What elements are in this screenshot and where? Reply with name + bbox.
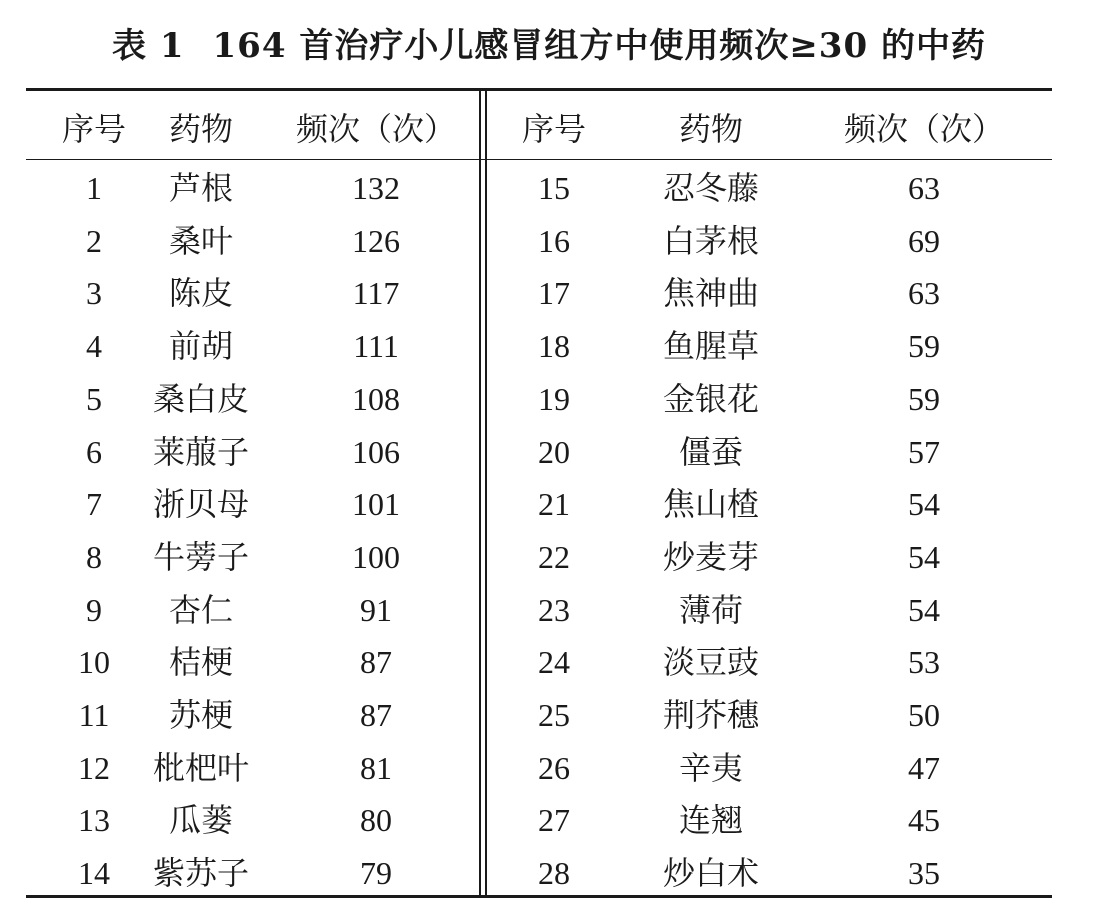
right-frequency-cell: 35 — [908, 855, 940, 892]
right-index-cell: 15 — [538, 170, 570, 206]
left-index-cell: 12 — [78, 749, 110, 786]
left-herb-name-cell: 陈皮 — [168, 274, 233, 313]
left-index-cell: 11 — [78, 697, 110, 733]
right-frequency-cell: 57 — [908, 433, 940, 470]
left-index-cell: 5 — [86, 380, 102, 417]
right-frequency-cell: 63 — [908, 275, 940, 312]
right-index-cell: 20 — [538, 433, 570, 470]
right-herb-name-cell: 连翘 — [678, 801, 743, 840]
right-index-cell: 23 — [538, 591, 570, 628]
table-row — [26, 794, 1052, 846]
left-herb-name-cell: 桑叶 — [168, 221, 233, 260]
right-index-cell: 19 — [538, 380, 570, 417]
right-index-cell: 26 — [538, 749, 570, 786]
left-frequency-cell: 111 — [353, 328, 399, 365]
top-rule — [26, 88, 1052, 91]
left-index-cell: 6 — [86, 433, 102, 470]
right-herb-name-cell: 淡豆豉 — [662, 643, 759, 682]
table-row — [26, 478, 1052, 530]
right-index-cell: 27 — [538, 802, 570, 839]
table-title: 164 首治疗小儿感冒组方中使用频次≥30 的中药 — [212, 26, 986, 66]
right-frequency-cell: 53 — [908, 644, 940, 681]
right-herb-name-cell: 鱼腥草 — [662, 327, 759, 366]
left-index-cell: 2 — [86, 222, 102, 259]
right-index-cell: 24 — [538, 644, 570, 681]
left-index-cell: 7 — [86, 486, 102, 523]
right-herb-name-cell: 荆芥穗 — [662, 696, 759, 734]
table-row — [26, 847, 1052, 899]
right-frequency-cell: 54 — [908, 486, 940, 523]
left-herb-name-cell: 前胡 — [168, 327, 233, 366]
left-herb-name-cell: 桑白皮 — [152, 379, 249, 418]
table-header-row — [26, 103, 1052, 155]
left-herb-name-cell: 莱菔子 — [152, 432, 249, 471]
right-herb-name-cell: 炒白术 — [662, 854, 759, 893]
left-herb-name-cell: 桔梗 — [168, 643, 233, 682]
table-number: 表 1 — [112, 26, 185, 66]
left-herb-name-cell: 苏梗 — [168, 696, 233, 734]
right-index-cell: 17 — [538, 275, 570, 312]
table-row — [26, 742, 1052, 794]
left-frequency-cell: 126 — [352, 222, 400, 259]
table-row — [26, 584, 1052, 636]
right-frequency-cell: 45 — [908, 802, 940, 839]
right-herb-name-cell: 炒麦芽 — [662, 537, 759, 576]
left-index-cell: 14 — [78, 855, 110, 892]
right-index-cell: 28 — [538, 855, 570, 892]
header-herb-left: 药物 — [168, 110, 233, 148]
left-herb-name-cell: 瓜蒌 — [168, 801, 233, 840]
table-row — [26, 426, 1052, 478]
right-herb-name-cell: 白茅根 — [662, 221, 759, 260]
right-herb-name-cell: 僵蚕 — [678, 432, 743, 471]
right-index-cell: 18 — [538, 328, 570, 365]
table-row — [26, 636, 1052, 688]
right-frequency-cell: 69 — [908, 222, 940, 259]
right-frequency-cell: 63 — [908, 170, 940, 206]
left-frequency-cell: 91 — [360, 591, 392, 628]
right-frequency-cell: 50 — [908, 697, 940, 733]
left-index-cell: 13 — [78, 802, 110, 839]
right-herb-name-cell: 金银花 — [662, 379, 759, 418]
right-frequency-cell: 54 — [908, 591, 940, 628]
right-index-cell: 22 — [538, 538, 570, 575]
left-index-cell: 10 — [78, 644, 110, 681]
left-frequency-cell: 108 — [352, 380, 400, 417]
table-caption — [0, 18, 1098, 67]
table-row — [26, 215, 1052, 267]
left-herb-name-cell: 枇杷叶 — [152, 748, 249, 787]
left-frequency-cell: 101 — [352, 486, 400, 523]
left-herb-name-cell: 芦根 — [168, 169, 233, 207]
right-index-cell: 21 — [538, 486, 570, 523]
left-frequency-cell: 79 — [360, 855, 392, 892]
table-row — [26, 320, 1052, 372]
left-index-cell: 1 — [86, 170, 102, 206]
left-frequency-cell: 80 — [360, 802, 392, 839]
right-index-cell: 25 — [538, 697, 570, 733]
table-row — [26, 531, 1052, 583]
left-index-cell: 4 — [86, 328, 102, 365]
left-index-cell: 9 — [86, 591, 102, 628]
right-herb-name-cell: 忍冬藤 — [662, 169, 759, 207]
right-herb-name-cell: 焦神曲 — [662, 274, 759, 313]
left-herb-name-cell: 紫苏子 — [152, 854, 249, 893]
left-frequency-cell: 106 — [352, 433, 400, 470]
right-frequency-cell: 59 — [908, 328, 940, 365]
right-index-cell: 16 — [538, 222, 570, 259]
header-index-left: 序号 — [61, 110, 126, 148]
header-index-right: 序号 — [521, 110, 586, 148]
table-row — [26, 373, 1052, 425]
table-row — [26, 162, 1052, 214]
header-rule — [26, 159, 1052, 160]
right-frequency-cell: 59 — [908, 380, 940, 417]
header-frequency-right: 频次（次） — [844, 110, 1005, 148]
right-frequency-cell: 47 — [908, 749, 940, 786]
left-index-cell: 3 — [86, 275, 102, 312]
left-frequency-cell: 132 — [352, 170, 400, 206]
header-frequency-left: 频次（次） — [296, 110, 457, 148]
left-frequency-cell: 100 — [352, 538, 400, 575]
left-index-cell: 8 — [86, 538, 102, 575]
left-herb-name-cell: 杏仁 — [168, 590, 233, 629]
right-herb-name-cell: 薄荷 — [678, 590, 743, 629]
table-row — [26, 689, 1052, 741]
left-herb-name-cell: 浙贝母 — [152, 485, 249, 524]
left-frequency-cell: 117 — [352, 275, 400, 312]
right-herb-name-cell: 焦山楂 — [662, 485, 759, 524]
table-row — [26, 267, 1052, 319]
left-frequency-cell: 87 — [360, 697, 392, 733]
right-herb-name-cell: 辛夷 — [678, 748, 743, 787]
header-herb-right: 药物 — [678, 110, 743, 148]
left-frequency-cell: 87 — [360, 644, 392, 681]
left-frequency-cell: 81 — [360, 749, 392, 786]
left-herb-name-cell: 牛蒡子 — [152, 537, 249, 576]
right-frequency-cell: 54 — [908, 538, 940, 575]
